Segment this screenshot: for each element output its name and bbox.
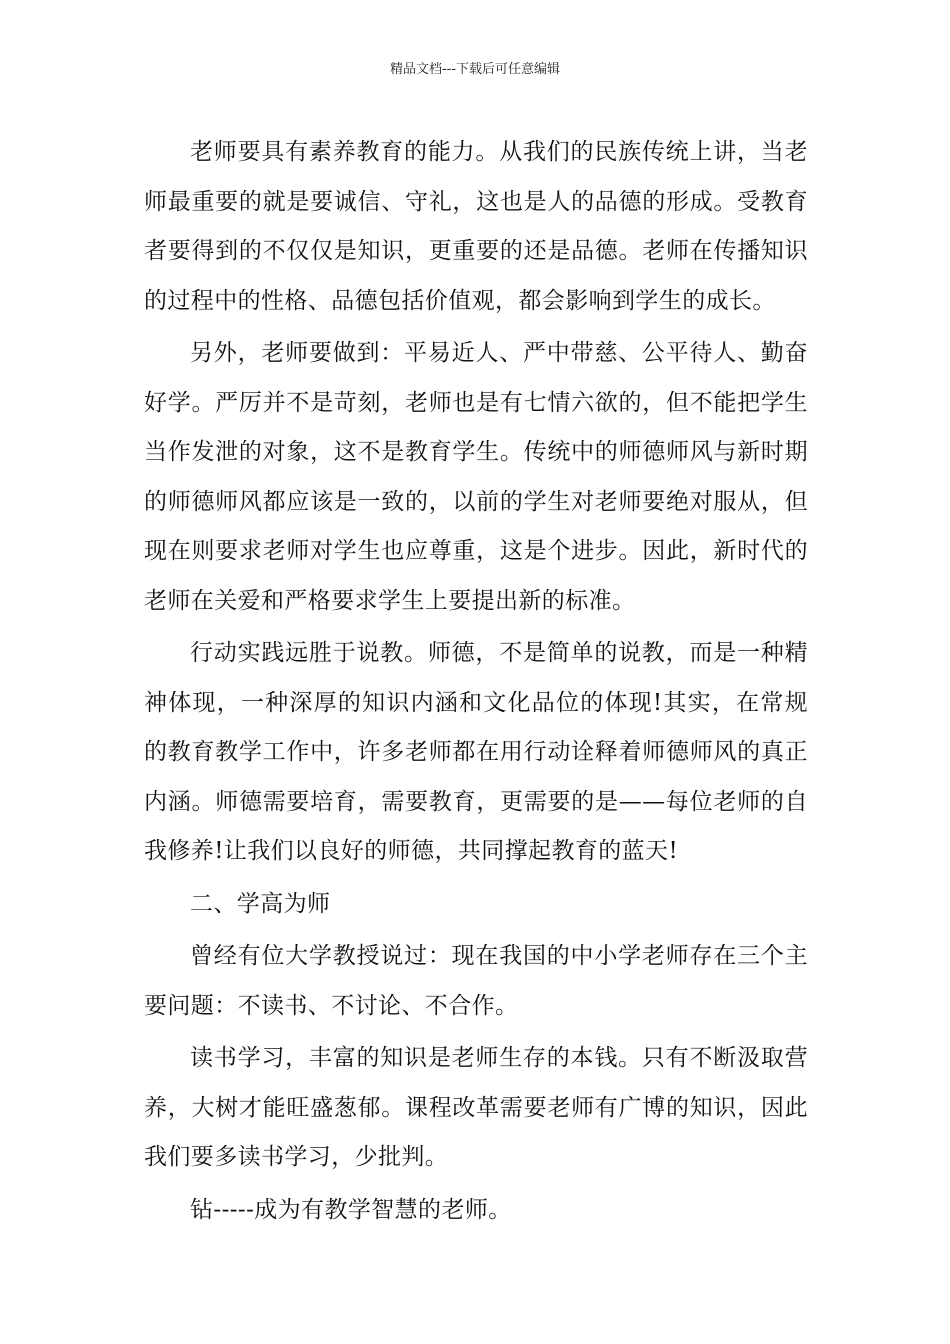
- paragraph-4: 曾经有位大学教授说过：现在我国的中小学老师存在三个主要问题：不读书、不讨论、不合作。: [144, 943, 808, 1019]
- paragraph-1: 老师要具有素养教育的能力。从我们的民族传统上讲，当老师最重要的就是要诚信、守礼，这也是人的品德的形成。受教育者要得到的不仅仅是知识，更重要的还是品德。老师在传播知识的过程中的性格、品德包括价值观，都会影响到学生的成长。: [144, 139, 808, 314]
- paragraph-2: 另外，老师要做到：平易近人、严中带慈、公平待人、勤奋好学。严厉并不是苛刻，老师也是有七情六欲的，但不能把学生当作发泄的对象，这不是教育学生。传统中的师德师风与新时期的师德师风都应该是一致的，以前的学生对老师要绝对服从，但现在则要求老师对学生也应尊重，这是个进步。因此，新时代的老师在关爱和严格要求学生上要提出新的标准。: [144, 340, 808, 614]
- paragraph-6: 钻-----成为有教学智慧的老师。: [190, 1196, 512, 1223]
- paragraph-5: 读书学习，丰富的知识是老师生存的本钱。只有不断汲取营养，大树才能旺盛葱郁。课程改革需要老师有广博的知识，因此我们要多读书学习，少批判。: [144, 1045, 808, 1170]
- section-heading: 二、学高为师: [190, 890, 331, 917]
- paragraph-3: 行动实践远胜于说教。师德，不是简单的说教，而是一种精神体现，一种深厚的知识内涵和文化品位的体现!其实，在常规的教育教学工作中，许多老师都在用行动诠释着师德师风的真正内涵。师德需要培育，需要教育，更需要的是——每位老师的自我修养!让我们以良好的师德，共同撑起教育的蓝天!: [144, 640, 808, 864]
- page-header: 精品文档---下载后可任意编辑: [389, 62, 561, 77]
- document-body: [144, 128, 808, 1238]
